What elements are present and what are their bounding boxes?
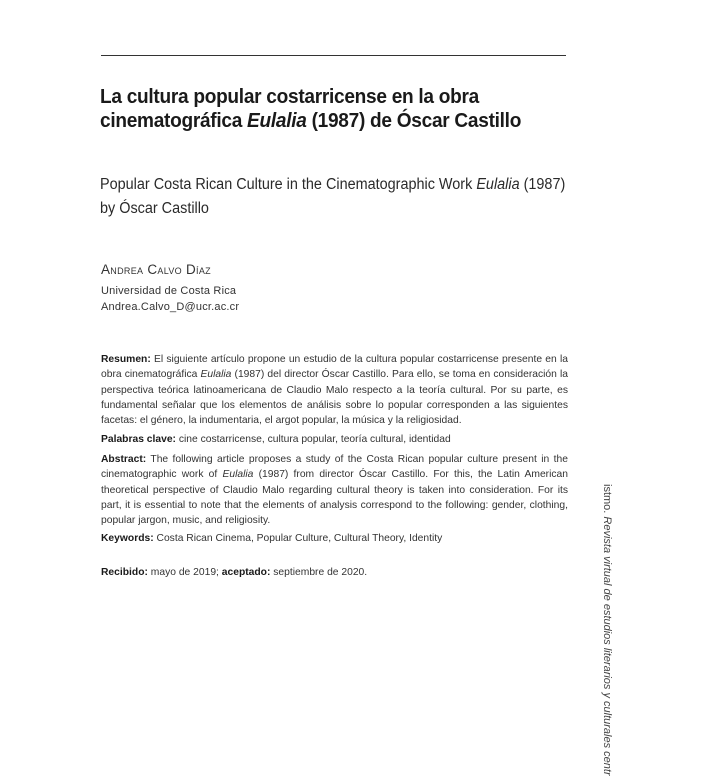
- author-affiliation: [101, 284, 239, 315]
- journal-name: istmo.: [601, 484, 613, 517]
- article-title: [100, 85, 537, 133]
- abstract: [101, 452, 568, 528]
- title-italic: Eulalia: [247, 109, 307, 132]
- subtitle-line-2: by Óscar Castillo: [100, 200, 209, 217]
- palabras-clave: [101, 432, 568, 447]
- resumen: [101, 352, 568, 428]
- resumen-text: El siguiente artículo propone un estudio de la cultura popular costarricense presente en la obra cinematográfica: [101, 354, 568, 381]
- keywords-label: Keywords:: [101, 533, 154, 544]
- subtitle-text: Popular Costa Rican Culture in the Cinematographic Work: [100, 176, 477, 193]
- journal-subtitle: Revista virtual de estudios literarios y culturales centr: [601, 516, 613, 776]
- top-rule: [101, 55, 566, 56]
- palabras-clave-label: Palabras clave:: [101, 434, 176, 445]
- resumen-label: Resumen:: [101, 354, 151, 365]
- journal-sidebar: [600, 484, 614, 776]
- abstract-label: Abstract:: [101, 454, 147, 465]
- abstract-text: The following article proposes a study of the Costa Rican popular culture present in the cinematographic work of: [101, 454, 568, 481]
- keywords-text: Costa Rican Cinema, Popular Culture, Cultural Theory, Identity: [153, 533, 443, 544]
- title-text: cinematográfica: [100, 109, 248, 132]
- subtitle-line-1: [100, 173, 566, 197]
- abstract-italic: Eulalia: [222, 469, 254, 481]
- article-subtitle: [100, 173, 566, 221]
- palabras-clave-text: cine costarricense, cultura popular, teoría cultural, identidad: [176, 434, 451, 445]
- subtitle-italic: Eulalia: [476, 176, 520, 193]
- subtitle-text: (1987): [519, 176, 566, 193]
- title-line-1: La cultura popular costarricense en la obra: [100, 85, 479, 108]
- accepted-label: aceptado:: [221, 567, 271, 578]
- received-date: mayo de 2019;: [147, 567, 222, 578]
- title-line-2: [100, 109, 537, 133]
- title-text: (1987) de Óscar Castillo: [306, 109, 522, 132]
- dates: [101, 565, 568, 580]
- resumen-text: (1987) del director Óscar Castillo. Para ello, se toma en consideración la perspectiva teórica latinoamericana de Claudio Malo respecto a la teoría cultural. Por su parte, es fundamental señalar que los elementos de análisis sobre lo popular corresponden a las siguientes facetas: el género, la indumentaria, el argot popular, la música y la religiosidad.: [101, 369, 568, 427]
- author-institution: Universidad de Costa Rica: [101, 285, 237, 297]
- abstract-text: (1987) from director Óscar Castillo. For this, the Latin American theoretical perspective of Claudio Malo regarding cultural theory is taken into consideration. For its part, it is essential to note that the elements of analysis correspond to the following: gender, clothing, popular jargon, music, and religiosity.: [101, 469, 568, 527]
- author-email[interactable]: Andrea.Calvo_D@ucr.ac.cr: [101, 300, 240, 313]
- keywords: [101, 531, 568, 546]
- accepted-date: septiembre de 2020.: [270, 567, 368, 578]
- received-label: Recibido:: [101, 567, 148, 578]
- resumen-italic: Eulalia: [200, 369, 232, 381]
- author-name: Andrea Calvo Díaz: [101, 262, 211, 277]
